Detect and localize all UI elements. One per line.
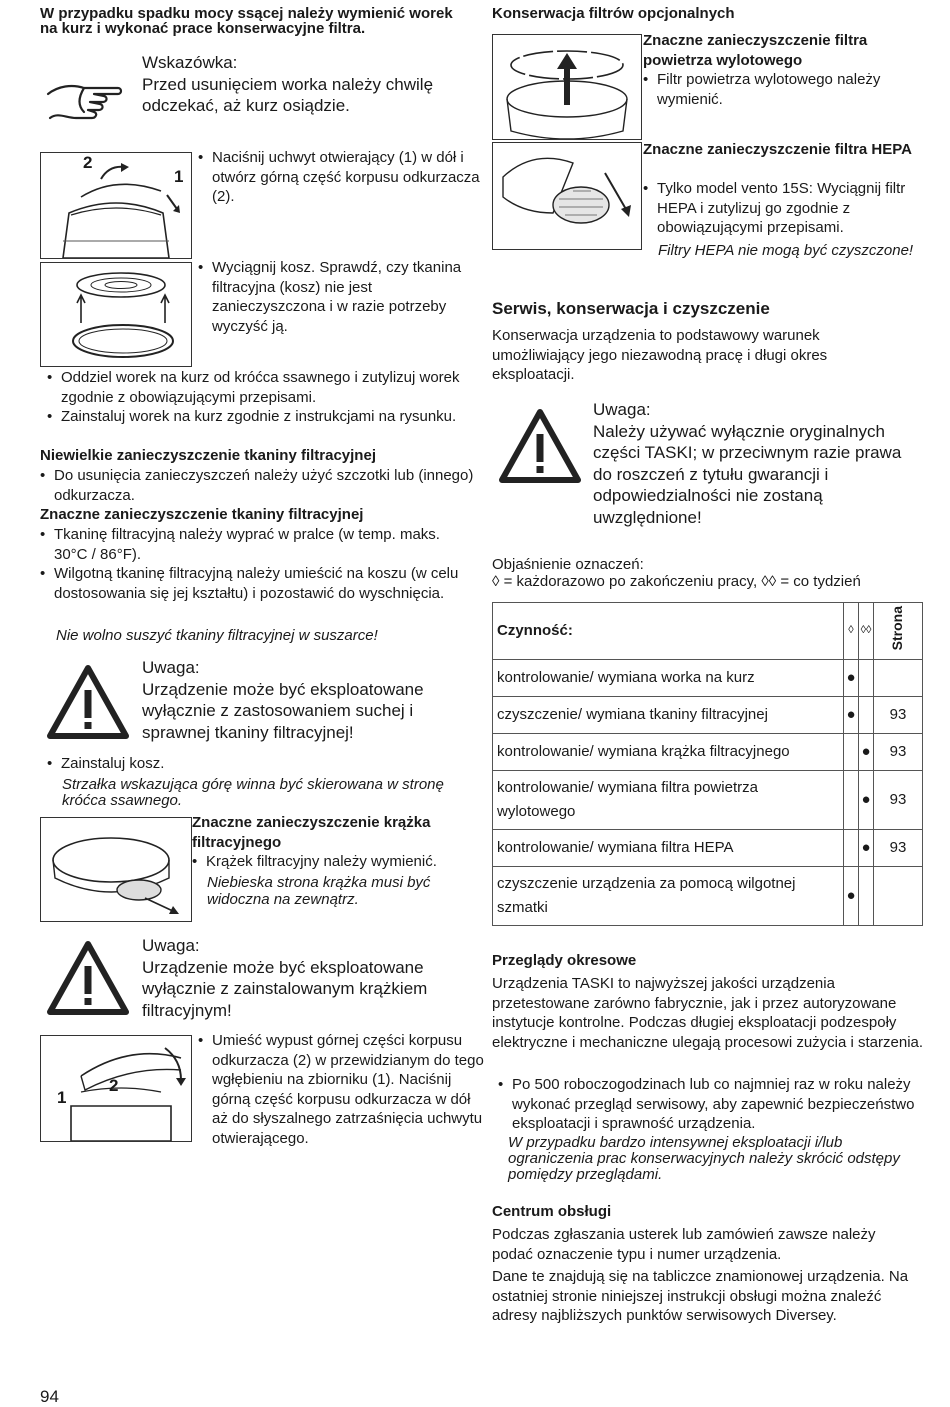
- warning-original-parts: [593, 399, 923, 528]
- table-cell-task: kontrolowanie/ wymiana worka na kurz: [493, 660, 844, 697]
- hepa-filter-title: Znaczne zanieczyszczenie filtra HEPA: [643, 141, 912, 158]
- figure-exhaust-filter: [492, 34, 642, 140]
- step-close-lid: • Umieść wypust górnej części korpusu odkurzacza (2) w przewidzianym do tego wgłębieniu na zbiorniku (1). Naciśnij górną część korpusu odkurzacza w dół aż do słyszalnego zatrzaśnięcia uchwytu otwierającego.: [198, 1031, 484, 1148]
- step-remove-basket: • Wyciągnij kosz. Sprawdź, czy tkanina filtracyjna (kosz) nie jest zanieczyszczona i w razie potrzeby wyczyść ją.: [198, 258, 484, 336]
- service-center-title: Centrum obsługi: [492, 1203, 612, 1220]
- disc-bullet: • Krążek filtracyjny należy wymienić.: [192, 852, 486, 872]
- periodic-title: Przeglądy okresowe: [492, 952, 637, 969]
- hepa-filter-note: Filtry HEPA nie mogą być czyszczone!: [658, 242, 914, 259]
- warning-triangle-icon: [46, 940, 130, 1016]
- heavy-dirt-bullet-dry: • Wilgotną tkaninę filtracyjną należy umieścić na koszu (w celu dostosowania się jej kształtu) i pozostawić do wyschnięcia.: [40, 564, 470, 603]
- figure-close-lid: [40, 1035, 192, 1142]
- bag-bullets: [47, 368, 472, 427]
- table-row: [493, 660, 923, 697]
- legend-title: Objaśnienie oznaczeń:: [492, 556, 644, 573]
- heavy-dirt-title: Znaczne zanieczyszczenie tkaniny filtracyjnej: [40, 506, 364, 523]
- heavy-dirt-note: Nie wolno suszyć tkaniny filtracyjnej w suszarce!: [56, 627, 378, 644]
- bag-bullet-install: • Zainstaluj worek na kurz zgodnie z instrukcjami na rysunku.: [47, 407, 472, 427]
- figure-hepa-filter: [492, 142, 642, 250]
- table-row: [493, 830, 923, 867]
- table-cell-weekly: [859, 697, 874, 734]
- table-cell-weekly: ●: [859, 734, 874, 771]
- warning-dry-filter-text: Urządzenie może być eksploatowane wyłącznie z zastosowaniem suchej i sprawnej tkaniny filtracyjnej!: [142, 679, 424, 742]
- warning-disc-installed: [142, 935, 472, 1021]
- figure-basket: [40, 262, 192, 367]
- legend-text: ◊ = każdorazowo po zakończeniu pracy, ◊◊ = co tydzień: [492, 573, 861, 590]
- warning-disc-text: Urządzenie może być eksploatowane wyłącznie z zainstalowanym krążkiem filtracyjnym!: [142, 957, 428, 1020]
- figure-filter-disc: [40, 817, 192, 922]
- table-cell-weekly: ●: [859, 771, 874, 830]
- table-cell-weekly: [859, 867, 874, 926]
- tip-text: Przed usunięciem worka należy chwilę odczekać, aż kurz osiądzie.: [142, 74, 434, 115]
- service-text: Konserwacja urządzenia to podstawowy warunek umożliwiający jego niezawodną pracę i długi okres eksploatacji.: [492, 327, 828, 383]
- figure-label-2: 2: [83, 153, 93, 172]
- table-header-task: Czynność:: [493, 603, 844, 660]
- table-cell-after: ●: [844, 660, 859, 697]
- figure-open-lid: [40, 152, 192, 259]
- table-row: [493, 771, 923, 830]
- exhaust-filter-title: Znaczne zanieczyszczenie filtra powietrza wylotowego: [643, 32, 868, 69]
- table-cell-after: ●: [844, 867, 859, 926]
- light-dirt-title: Niewielkie zanieczyszczenie tkaniny filtracyjnej: [40, 447, 376, 464]
- service-title: Serwis, konserwacja i czyszczenie: [492, 299, 770, 318]
- table-cell-weekly: [859, 660, 874, 697]
- table-cell-task: kontrolowanie/ wymiana krążka filtracyjnego: [493, 734, 844, 771]
- table-cell-after: ●: [844, 697, 859, 734]
- intro-text: W przypadku spadku mocy ssącej należy wymienić worek na kurz i wykonać prace konserwacyjne filtra.: [40, 5, 453, 37]
- warning-parts-title: Uwaga:: [593, 400, 651, 419]
- page-number: 94: [40, 1387, 59, 1406]
- table-cell-page: 93: [874, 697, 923, 734]
- periodic-text: Urządzenia TASKI to najwyższej jakości urządzenia przetestowane zarówno fabrycznie, jak i przez autoryzowane instytucje kontrolne. Podczas długiej eksploatacji podzespoły elektryczne i mechaniczne ulegają procesowi zużycia i starzenia.: [492, 975, 924, 1051]
- periodic-bullet: • Po 500 roboczogodzinach lub co najmniej raz w roku należy wykonać przegląd serwisowy, aby zapewnić bezpieczeństwo eksploatacji i sprawność urządzenia.: [498, 1075, 922, 1134]
- warning-triangle-icon: [46, 664, 130, 740]
- maintenance-table: [492, 602, 923, 926]
- table-cell-page: 93: [874, 734, 923, 771]
- light-dirt-bullet: • Do usunięcia zanieczyszczeń należy użyć szczotki lub (innego) odkurzacza.: [40, 466, 484, 505]
- figure-label-2: 2: [109, 1076, 119, 1095]
- figure-label-1: 1: [57, 1088, 67, 1107]
- bag-bullet-dispose: • Oddziel worek na kurz od króćca ssawnego i zutylizuj worek zgodnie z obowiązującymi przepisami.: [47, 368, 472, 407]
- table-row: [493, 697, 923, 734]
- table-cell-task: czyszczenie urządzenia za pomocą wilgotnej szmatki: [493, 867, 844, 926]
- warning-dry-filter-title: Uwaga:: [142, 658, 200, 677]
- table-header-page-cell: [874, 603, 923, 660]
- tip-box: [142, 52, 472, 117]
- tip-title: Wskazówka:: [142, 53, 238, 72]
- service-center-text-2: Dane te znajdują się na tabliczce znamionowej urządzenia. Na ostatniej stronie niniejszej instrukcji obsługi można znaleźć adresy najbliższych punktów serwisowych Diversey.: [492, 1268, 909, 1324]
- table-cell-after: [844, 771, 859, 830]
- table-header-after-work: ◊: [844, 603, 859, 660]
- step-open-lid: • Naciśnij uchwyt otwierający (1) w dół i otwórz górną część korpusu odkurzacza (2).: [198, 148, 484, 207]
- table-cell-after: [844, 830, 859, 867]
- table-cell-task: kontrolowanie/ wymiana filtra HEPA: [493, 830, 844, 867]
- table-cell-page: 93: [874, 771, 923, 830]
- periodic-note: W przypadku bardzo intensywnej eksploatacji i/lub ograniczenia prac konserwacyjnych należy skrócić odstępy pomiędzy przeglądami.: [508, 1134, 900, 1183]
- install-basket-note: Strzałka wskazująca górę winna być skierowana w stronę króćca ssawnego.: [62, 776, 444, 809]
- warning-disc-title: Uwaga:: [142, 936, 200, 955]
- table-cell-weekly: ●: [859, 830, 874, 867]
- table-row: [493, 734, 923, 771]
- heavy-dirt-bullets: [40, 525, 470, 603]
- install-basket-bullet: • Zainstaluj kosz.: [47, 754, 481, 774]
- table-cell-page: [874, 660, 923, 697]
- table-cell-task: czyszczenie/ wymiana tkaniny filtracyjnej: [493, 697, 844, 734]
- figure-label-1: 1: [174, 167, 184, 186]
- table-header-row: [493, 603, 923, 660]
- table-cell-page: 93: [874, 830, 923, 867]
- table-cell-after: [844, 734, 859, 771]
- exhaust-filter-bullet: • Filtr powietrza wylotowego należy wymienić.: [643, 70, 927, 109]
- table-cell-task: kontrolowanie/ wymiana filtra powietrza wylotowego: [493, 771, 844, 830]
- table-cell-page: [874, 867, 923, 926]
- warning-triangle-icon: [498, 408, 582, 484]
- disc-title: Znaczne zanieczyszczenie krążka filtracyjnego: [192, 814, 431, 851]
- table-row: [493, 867, 923, 926]
- table-header-page: Strona: [889, 606, 906, 651]
- pointing-hand-icon: [44, 72, 124, 130]
- service-center-text-1: Podczas zgłaszania usterek lub zamówień zawsze należy podać oznaczenie typu i numer urządzenia.: [492, 1226, 876, 1263]
- disc-note: Niebieska strona krążka musi być widoczna na zewnątrz.: [207, 874, 431, 908]
- optional-filters-title: Konserwacja filtrów opcjonalnych: [492, 5, 735, 22]
- hepa-filter-bullet: • Tylko model vento 15S: Wyciągnij filtr HEPA i zutylizuj go zgodnie z obowiązującymi przepisami.: [643, 179, 937, 238]
- heavy-dirt-bullet-wash: • Tkaninę filtracyjną należy wyprać w pralce (w temp. maks. 30°C / 86°F).: [40, 525, 470, 564]
- warning-dry-filter: [142, 657, 472, 743]
- warning-parts-text: Należy używać wyłącznie oryginalnych części TASKI; w przeciwnym razie prawa do roszczeń z tytułu gwarancji i odpowiedzialności nie zostaną uwzględnione!: [593, 421, 902, 527]
- table-header-weekly: ◊◊: [859, 603, 874, 660]
